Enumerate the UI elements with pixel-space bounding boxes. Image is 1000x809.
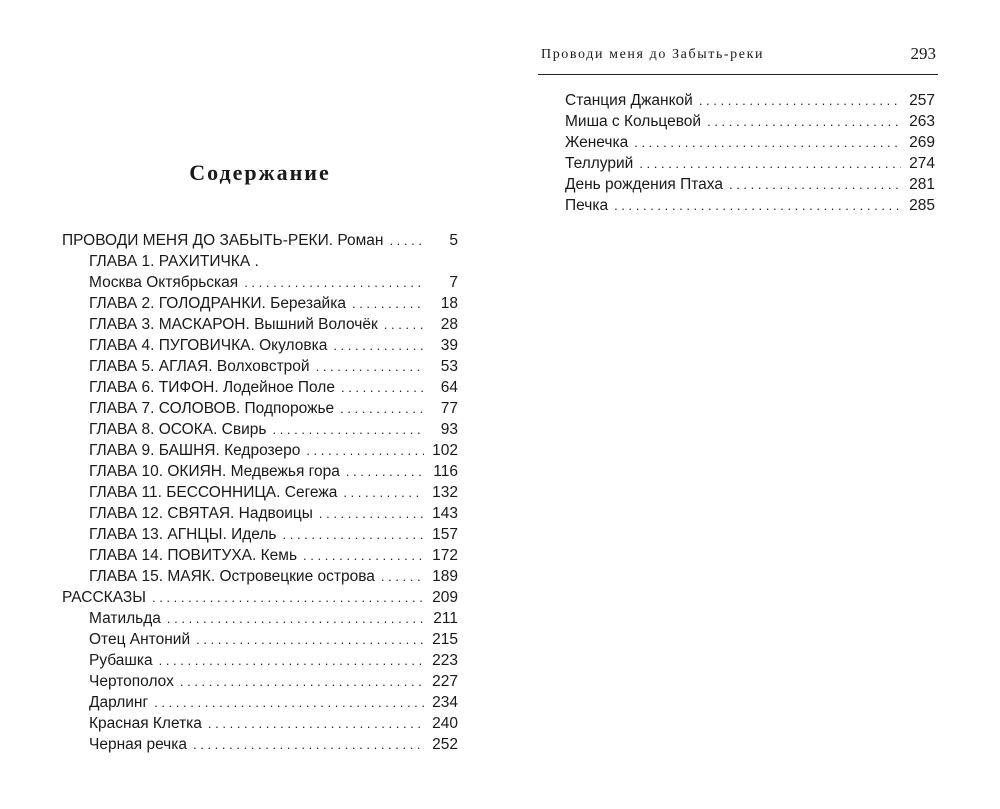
- toc-entry-title: Рубашка: [89, 652, 153, 669]
- toc-entry-title: Матильда: [89, 610, 161, 627]
- toc-entry-page: 28: [440, 316, 458, 333]
- toc-entry-page: 189: [432, 568, 458, 585]
- dot-leader: [389, 230, 424, 251]
- toc-entry: [62, 293, 458, 314]
- dot-leader: [333, 335, 424, 356]
- dot-leader: [152, 587, 424, 608]
- dot-leader: [707, 111, 901, 132]
- toc-entry: [565, 153, 935, 174]
- dot-leader: [639, 153, 901, 174]
- toc-entry-page: 143: [432, 505, 458, 522]
- toc-entry-title: ГЛАВА 4. ПУГОВИЧКА. Окуловка: [89, 337, 328, 354]
- toc-entry: [62, 440, 458, 461]
- toc-entry-page: 53: [440, 358, 458, 375]
- toc-entry-title: ГЛАВА 5. АГЛАЯ. Волховстрой: [89, 358, 310, 375]
- toc-entry-title: ГЛАВА 13. АГНЦЫ. Идель: [89, 526, 277, 543]
- dot-leader: [699, 90, 901, 111]
- dot-leader: [208, 713, 424, 734]
- toc-entry-page: 285: [909, 197, 935, 214]
- toc-entry: [62, 629, 458, 650]
- dot-leader: [381, 566, 424, 587]
- toc-entry-title: Отец Антоний: [89, 631, 191, 648]
- toc-entry-title: ГЛАВА 11. БЕССОННИЦА. Сегежа: [89, 484, 338, 501]
- toc-entry-title: ГЛАВА 8. ОСОКА. Свирь: [89, 421, 267, 438]
- dot-leader: [244, 272, 424, 293]
- dot-leader: [159, 650, 424, 671]
- toc-entry-title: Красная Клетка: [89, 715, 202, 732]
- dot-leader: [343, 482, 424, 503]
- dot-leader: [196, 629, 424, 650]
- dot-leader: [272, 419, 424, 440]
- dot-leader: [306, 440, 424, 461]
- toc-entry-title: ГЛАВА 10. ОКИЯН. Медвежья гора: [89, 463, 340, 480]
- toc-entry-page: 209: [432, 589, 458, 606]
- toc-entry-page: 77: [440, 400, 458, 417]
- dot-leader: [303, 545, 424, 566]
- dot-leader: [346, 461, 424, 482]
- toc-entry: [62, 461, 458, 482]
- toc-entry: [62, 251, 458, 272]
- toc-entry: [62, 545, 458, 566]
- toc-entry-title: Черная речка: [89, 736, 187, 753]
- toc-entry-page: 227: [432, 673, 458, 690]
- toc-entry: [62, 608, 458, 629]
- toc-entry-page: 274: [909, 155, 935, 172]
- toc-entry-title: Печка: [565, 197, 609, 214]
- toc-list-left: [62, 230, 458, 755]
- toc-entry-page: 93: [440, 421, 458, 438]
- dot-leader: [319, 503, 424, 524]
- toc-entry-title: ГЛАВА 7. СОЛОВОВ. Подпорожье: [89, 400, 335, 417]
- toc-entry: [62, 335, 458, 356]
- dot-leader: [193, 734, 424, 755]
- toc-entry: [62, 398, 458, 419]
- toc-entry-title: ПРОВОДИ МЕНЯ ДО ЗАБЫТЬ-РЕКИ. Роман: [62, 232, 384, 249]
- toc-entry-page: 215: [432, 631, 458, 648]
- toc-entry: [62, 692, 458, 713]
- dot-leader: [384, 314, 424, 335]
- toc-entry: [62, 734, 458, 755]
- contents-heading: Содержание: [189, 160, 331, 185]
- toc-entry-page: 7: [449, 274, 458, 291]
- toc-entry-title: ГЛАВА 3. МАСКАРОН. Вышний Волочёк: [89, 316, 378, 333]
- toc-entry: [62, 587, 458, 608]
- toc-entry-page: 157: [432, 526, 458, 543]
- toc-entry: [62, 503, 458, 524]
- toc-entry: [62, 671, 458, 692]
- toc-entry: [62, 314, 458, 335]
- dot-leader: [352, 293, 424, 314]
- toc-entry-title: Станция Джанкой: [565, 92, 693, 109]
- toc-entry: [62, 230, 458, 251]
- toc-list-right: [565, 90, 935, 216]
- page-number: 293: [910, 44, 936, 63]
- toc-entry-page: 281: [909, 176, 935, 193]
- dot-leader: [283, 524, 425, 545]
- toc-entry-title: Женечка: [565, 134, 629, 151]
- toc-entry-title: Чертополох: [89, 673, 174, 690]
- toc-entry-title: ГЛАВА 14. ПОВИТУХА. Кемь: [89, 547, 298, 564]
- toc-entry-title: ГЛАВА 1. РАХИТИЧКА .: [89, 253, 259, 270]
- toc-entry-page: 269: [909, 134, 935, 151]
- dot-leader: [614, 195, 901, 216]
- toc-entry-title: Москва Октябрьская: [89, 274, 239, 291]
- toc-entry: [62, 356, 458, 377]
- toc-entry: [565, 132, 935, 153]
- dot-leader: [316, 356, 424, 377]
- toc-entry-page: 240: [432, 715, 458, 732]
- header-rule: [538, 74, 938, 75]
- toc-entry-page: 211: [433, 610, 458, 627]
- toc-entry-page: 102: [432, 442, 458, 459]
- toc-entry: [565, 174, 935, 195]
- toc-entry-page: 257: [909, 92, 935, 109]
- dot-leader: [154, 692, 424, 713]
- dot-leader: [729, 174, 901, 195]
- toc-entry: [62, 566, 458, 587]
- toc-entry: [62, 482, 458, 503]
- toc-entry-page: 252: [432, 736, 458, 753]
- toc-entry: [62, 377, 458, 398]
- toc-entry-title: ГЛАВА 2. ГОЛОДРАНКИ. Березайка: [89, 295, 346, 312]
- toc-entry-title: ГЛАВА 6. ТИФОН. Лодейное Поле: [89, 379, 335, 396]
- toc-entry-page: 223: [432, 652, 458, 669]
- toc-entry-page: 64: [440, 379, 458, 396]
- toc-entry-title: День рождения Птаха: [565, 176, 723, 193]
- toc-entry: [565, 111, 935, 132]
- toc-entry-title: Миша с Кольцевой: [565, 113, 702, 130]
- dot-leader: [340, 398, 424, 419]
- toc-entry-title: Дарлинг: [89, 694, 149, 711]
- toc-entry-title: РАССКАЗЫ: [62, 589, 146, 606]
- toc-entry-title: ГЛАВА 12. СВЯТАЯ. Надвоицы: [89, 505, 313, 522]
- toc-entry-page: 116: [433, 463, 458, 480]
- toc-entry-page: 39: [440, 337, 458, 354]
- toc-entry: [62, 272, 458, 293]
- dot-leader: [634, 132, 901, 153]
- toc-entry-page: 263: [909, 113, 935, 130]
- toc-entry: [62, 713, 458, 734]
- dot-leader: [341, 377, 424, 398]
- toc-entry: [565, 195, 935, 216]
- dot-leader: [180, 671, 424, 692]
- toc-entry-page: 18: [440, 295, 458, 312]
- toc-entry-title: ГЛАВА 15. МАЯК. Островецкие острова: [89, 568, 375, 585]
- toc-entry: [62, 524, 458, 545]
- toc-entry-page: 5: [449, 232, 458, 249]
- toc-entry-page: 132: [432, 484, 458, 501]
- toc-entry-page: 172: [432, 547, 458, 564]
- dot-leader: [167, 608, 424, 629]
- toc-entry-title: ГЛАВА 9. БАШНЯ. Кедрозеро: [89, 442, 301, 459]
- toc-entry: [62, 650, 458, 671]
- toc-entry: [62, 419, 458, 440]
- toc-entry: [565, 90, 935, 111]
- toc-entry-page: 234: [432, 694, 458, 711]
- running-head: Проводи меня до Забыть-реки: [541, 47, 765, 62]
- toc-entry-title: Теллурий: [565, 155, 634, 172]
